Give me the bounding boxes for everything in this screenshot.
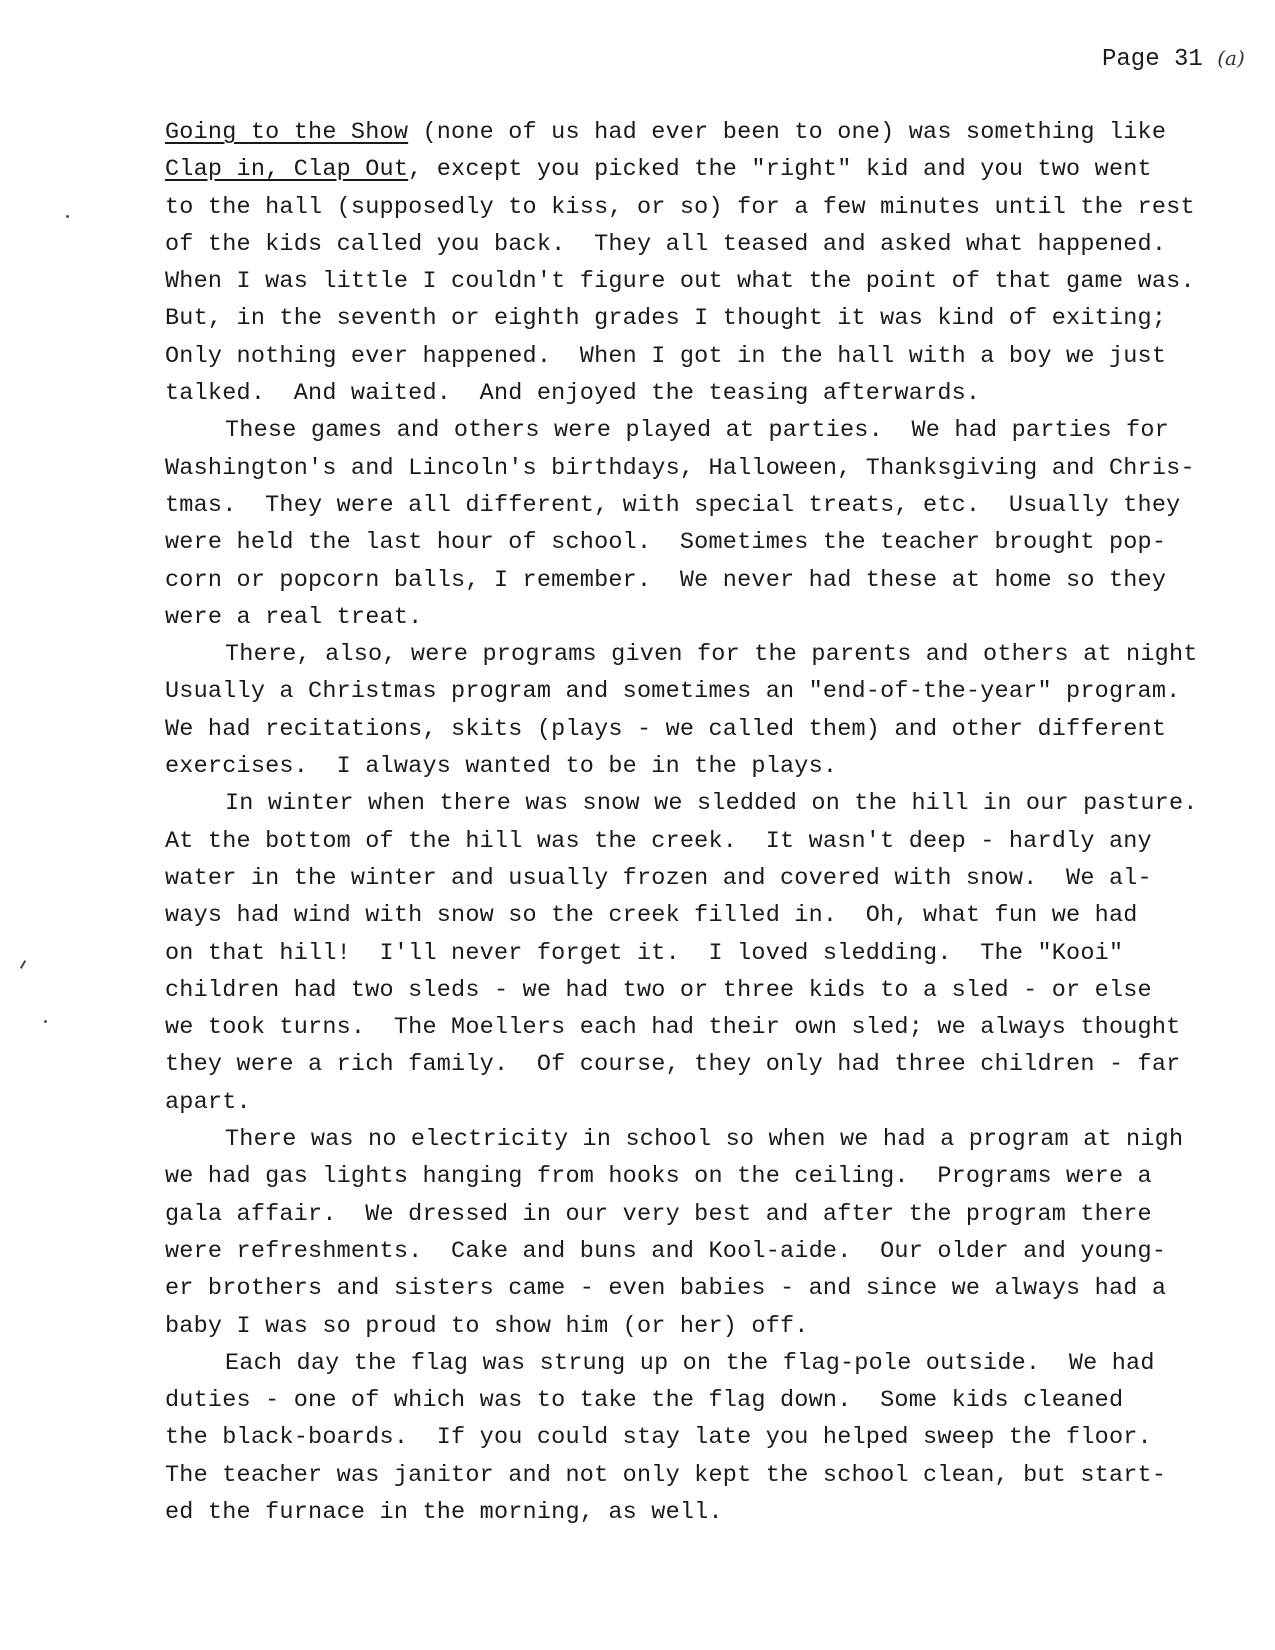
text-line: Only nothing ever happened. When I got in the hall with a boy we just [165,342,1167,370]
text-line [165,151,1225,188]
scan-speck [44,1020,47,1023]
text-line: were held the last hour of school. Sometimes the teacher brought pop- [165,529,1167,557]
line-text: (none of us had ever been to one) was something like [408,119,1167,146]
text-line: we had gas lights hanging from hooks on the ceiling. Programs were a [165,1163,1152,1191]
game-title-going-to-the-show: Going to the Show [165,119,409,146]
scan-speck [66,215,69,218]
text-line: At the bottom of the hill was the creek. It wasn't deep - hardly any [165,827,1152,855]
body-text [165,114,1225,1531]
text-line: were refreshments. Cake and buns and Kool-aide. Our older and young- [165,1237,1167,1265]
text-line: ed the furnace in the morning, as well. [165,1498,723,1526]
text-line: We had recitations, skits (plays - we called them) and other different [165,715,1167,743]
text-line: corn or popcorn balls, I remember. We never had these at home so they [165,566,1167,594]
text-line: we took turns. The Moellers each had their own sled; we always thought [165,1014,1181,1042]
text-line: of the kids called you back. They all teased and asked what happened. [165,230,1167,258]
scan-mark [20,960,26,969]
handwritten-page-mark: (a) [1217,46,1245,70]
paragraph-first-line: In winter when there was snow we sledded on the hill in our pasture. [225,790,1198,818]
game-title-clap-in-clap-out: Clap in, Clap Out [165,156,409,184]
text-line: Usually a Christmas program and sometimes an "end-of-the-year" program. [165,678,1181,706]
text-line: on that hill! I'll never forget it. I loved sledding. The "Kooi" [165,939,1124,967]
text-line: children had two sleds - we had two or three kids to a sled - or else [165,976,1152,1004]
page-number [1102,46,1245,73]
text-line: er brothers and sisters came - even babies - and since we always had a [165,1275,1167,1303]
text-line: But, in the seventh or eighth grades I thought it was kind of exiting; [165,305,1167,333]
text-line: water in the winter and usually frozen and covered with snow. We al- [165,864,1152,892]
paragraph-first-line: There was no electricity in school so when we had a program at nigh [225,1126,1184,1154]
text-line: ways had wind with snow so the creek filled in. Oh, what fun we had [165,902,1138,930]
text-line: duties - one of which was to take the flag down. Some kids cleaned [165,1387,1124,1415]
text-line [165,114,1225,151]
text-line: the black-boards. If you could stay late you helped sweep the floor. [165,1424,1152,1452]
text-line: were a real treat. [165,603,423,631]
text-line: gala affair. We dressed in our very best and after the program there [165,1200,1152,1228]
paragraph-first-line: There, also, were programs given for the parents and others at night [225,641,1198,669]
text-line: talked. And waited. And enjoyed the teasing afterwards. [165,380,981,408]
line-text: , except you picked the "right" kid and you two went [408,156,1152,184]
text-line: Washington's and Lincoln's birthdays, Halloween, Thanksgiving and Chris- [165,454,1195,482]
text-line: apart. [165,1088,251,1116]
text-line: baby I was so proud to show him (or her) off. [165,1312,809,1340]
text-line: tmas. They were all different, with special treats, etc. Usually they [165,491,1181,519]
text-line: The teacher was janitor and not only kept the school clean, but start- [165,1461,1167,1489]
paragraph-first-line: These games and others were played at parties. We had parties for [225,417,1169,445]
text-line: to the hall (supposedly to kiss, or so) for a few minutes until the rest [165,193,1195,221]
text-line: they were a rich family. Of course, they only had three children - far [165,1051,1181,1079]
paragraph-first-line: Each day the flag was strung up on the flag-pole outside. We had [225,1349,1155,1377]
page-label: Page 31 [1102,46,1203,73]
text-line: exercises. I always wanted to be in the plays. [165,753,838,781]
text-line: When I was little I couldn't figure out what the point of that game was. [165,268,1195,296]
